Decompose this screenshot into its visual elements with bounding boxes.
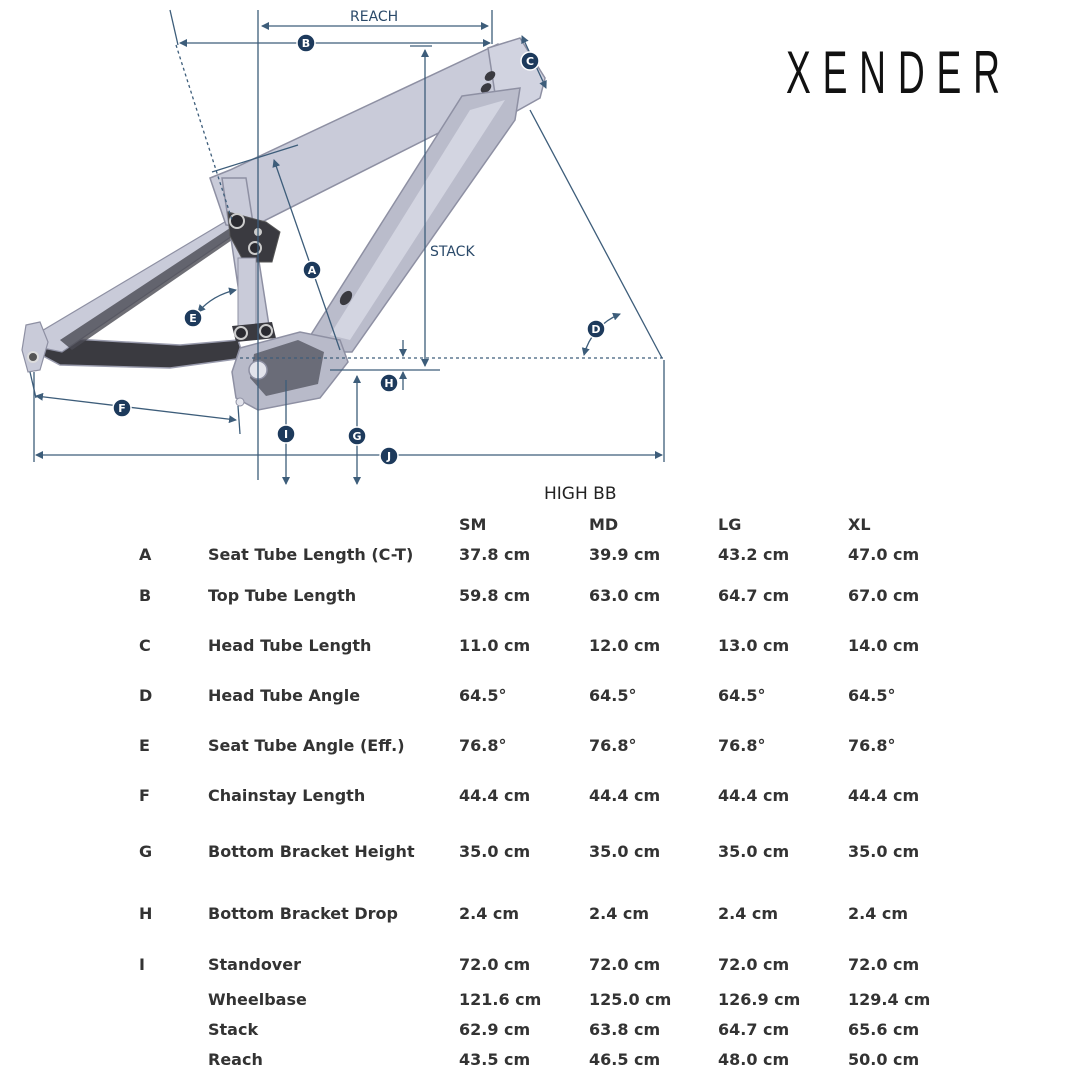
marker-e	[184, 309, 202, 327]
marker-label: C	[525, 55, 535, 68]
row-letter	[130, 1014, 208, 1044]
table-row	[130, 944, 958, 984]
marker-d	[587, 320, 605, 338]
row-value-lg: 76.8°	[718, 735, 766, 755]
row-value-xl: 64.5°	[848, 685, 896, 705]
marker-label: H	[384, 377, 394, 390]
row-value-sm: 11.0 cm	[459, 635, 531, 655]
row-value-sm: 35.0 cm	[459, 841, 531, 861]
row-value-sm: 59.8 cm	[459, 585, 531, 605]
row-value-md: 63.8 cm	[589, 1019, 661, 1039]
row-measurement-name: Chainstay Length	[208, 785, 366, 805]
reach-label: REACH	[350, 9, 399, 25]
row-value-md: 39.9 cm	[589, 544, 661, 564]
row-value-sm: 64.5°	[459, 685, 507, 705]
row-letter: E	[139, 735, 150, 755]
row-value-lg: 35.0 cm	[718, 841, 790, 861]
row-value-md: 12.0 cm	[589, 635, 661, 655]
marker-label: A	[307, 264, 317, 277]
marker-b	[297, 34, 315, 52]
row-measurement-name: Top Tube Length	[208, 585, 357, 605]
row-value-sm: 72.0 cm	[459, 954, 531, 974]
table-row	[130, 984, 958, 1014]
row-value-lg: 64.7 cm	[718, 1019, 790, 1039]
table-row	[130, 670, 958, 720]
row-value-xl: 35.0 cm	[848, 841, 920, 861]
marker-label: I	[283, 428, 289, 441]
marker-f	[113, 399, 131, 417]
row-value-lg: 43.2 cm	[718, 544, 790, 564]
marker-h	[380, 374, 398, 392]
table-row	[130, 1014, 958, 1044]
row-value-md: 44.4 cm	[589, 785, 661, 805]
row-letter	[130, 984, 208, 1014]
row-letter: D	[139, 685, 153, 705]
row-measurement-name: Seat Tube Length (C-T)	[208, 544, 414, 564]
row-value-lg: 44.4 cm	[718, 785, 790, 805]
row-value-sm: 2.4 cm	[459, 903, 520, 923]
row-value-xl: 44.4 cm	[848, 785, 920, 805]
row-measurement-name: Seat Tube Angle (Eff.)	[208, 735, 405, 755]
row-measurement-name: Reach	[208, 1049, 263, 1069]
stack-label: STACK	[430, 244, 475, 260]
marker-label: F	[118, 402, 126, 415]
row-value-md: 64.5°	[589, 685, 637, 705]
row-value-md: 63.0 cm	[589, 585, 661, 605]
row-value-lg: 2.4 cm	[718, 903, 779, 923]
row-value-xl: 129.4 cm	[848, 989, 931, 1009]
row-value-md: 46.5 cm	[589, 1049, 661, 1069]
table-row	[130, 620, 958, 670]
marker-label: G	[352, 430, 362, 443]
row-value-md: 125.0 cm	[589, 989, 672, 1009]
marker-label: D	[591, 323, 601, 336]
row-measurement-name: Standover	[208, 954, 301, 974]
table-row	[130, 538, 958, 570]
row-value-sm: 43.5 cm	[459, 1049, 531, 1069]
marker-g	[348, 427, 366, 445]
row-measurement-name: Bottom Bracket Drop	[208, 903, 398, 923]
size-header-md: MD	[589, 514, 619, 534]
row-measurement-name: Head Tube Angle	[208, 685, 361, 705]
row-measurement-name: Wheelbase	[208, 989, 307, 1009]
row-value-lg: 72.0 cm	[718, 954, 790, 974]
row-value-sm: 44.4 cm	[459, 785, 531, 805]
row-measurement-name: Head Tube Length	[208, 635, 372, 655]
table-row	[130, 882, 958, 944]
row-value-lg: 48.0 cm	[718, 1049, 790, 1069]
size-header-xl: XL	[848, 514, 871, 534]
marker-label: J	[386, 450, 392, 463]
marker-c	[521, 52, 539, 70]
size-header-sm: SM	[459, 514, 487, 534]
row-value-xl: 50.0 cm	[848, 1049, 920, 1069]
row-value-md: 2.4 cm	[589, 903, 650, 923]
row-value-sm: 76.8°	[459, 735, 507, 755]
row-value-xl: 47.0 cm	[848, 544, 920, 564]
marker-label: B	[301, 37, 311, 50]
seatstay	[28, 220, 238, 352]
row-letter: I	[139, 954, 145, 974]
brand-wordmark: XENDER	[786, 39, 1012, 106]
row-value-lg: 126.9 cm	[718, 989, 801, 1009]
table-row	[130, 570, 958, 620]
marker-j	[380, 447, 398, 465]
row-value-sm: 37.8 cm	[459, 544, 531, 564]
row-value-sm: 121.6 cm	[459, 989, 542, 1009]
row-value-md: 76.8°	[589, 735, 637, 755]
row-measurement-name: Stack	[208, 1019, 259, 1039]
row-letter: B	[139, 585, 152, 605]
row-value-xl: 76.8°	[848, 735, 896, 755]
row-value-lg: 13.0 cm	[718, 635, 790, 655]
row-value-md: 35.0 cm	[589, 841, 661, 861]
row-letter: H	[139, 903, 153, 923]
row-value-xl: 67.0 cm	[848, 585, 920, 605]
marker-i	[277, 425, 295, 443]
marker-label: E	[189, 312, 197, 325]
row-value-lg: 64.7 cm	[718, 585, 790, 605]
row-letter	[130, 1044, 208, 1074]
table-row	[130, 1044, 958, 1074]
row-value-md: 72.0 cm	[589, 954, 661, 974]
row-letter: G	[139, 841, 153, 861]
size-header-lg: LG	[718, 514, 742, 534]
row-measurement-name: Bottom Bracket Height	[208, 841, 415, 861]
table-title: HIGH BB	[544, 484, 617, 504]
row-value-sm: 62.9 cm	[459, 1019, 531, 1039]
row-value-lg: 64.5°	[718, 685, 766, 705]
row-letter: F	[139, 785, 150, 805]
row-value-xl: 2.4 cm	[848, 903, 909, 923]
row-value-xl: 14.0 cm	[848, 635, 920, 655]
row-letter: A	[139, 544, 152, 564]
marker-a	[303, 261, 321, 279]
row-letter: C	[139, 635, 151, 655]
table-row	[130, 720, 958, 770]
row-value-xl: 65.6 cm	[848, 1019, 920, 1039]
bike-frame-illustration	[22, 38, 545, 410]
row-value-xl: 72.0 cm	[848, 954, 920, 974]
table-row	[130, 820, 958, 882]
geometry-table	[130, 510, 958, 1074]
table-header-row	[130, 510, 958, 538]
table-row	[130, 770, 958, 820]
